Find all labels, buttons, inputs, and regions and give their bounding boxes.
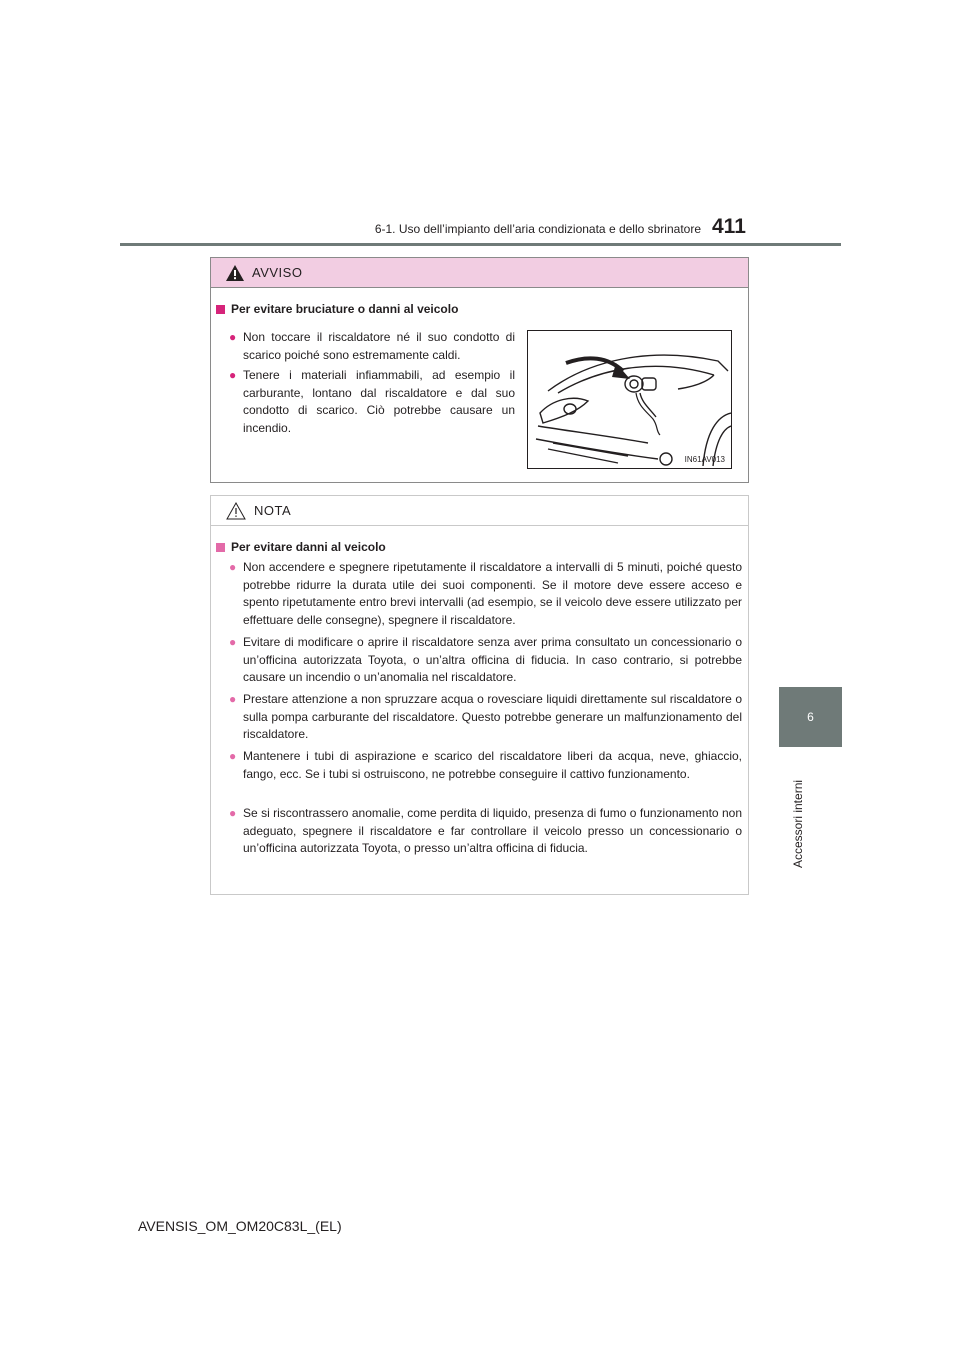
heater-illustration — [527, 330, 732, 469]
warning-header — [211, 258, 748, 288]
warning-triangle-icon — [226, 265, 244, 281]
bullet-dot-icon: ● — [229, 692, 237, 706]
bullet-dot-icon: ● — [229, 368, 237, 382]
section-title: 6-1. Uso dell’impianto dell’aria condizionata e dello sbrinatore — [374, 222, 701, 236]
note-bullet-text: Se si riscontrassero anomalie, come perdita di liquido, presenza di fumo o funzionamento non adeguato, spegnere il riscaldatore e far controllare il veicolo presso un concessionario o un’officina autorizzata Toyota, o presso un’altra officina di fiducia. — [243, 806, 742, 855]
caution-triangle-outline-icon — [226, 502, 246, 520]
warning-title: AVVISO — [252, 265, 303, 280]
note-subheading — [216, 540, 386, 554]
note-bullet-text: Evitare di modificare o aprire il riscaldatore senza aver prima consultato un concessionario o un’officina autorizzata Toyota, o un’altra officina di fiducia. In caso contrario, si potrebbe causare un incendio o un’anomalia nel riscaldatore. — [243, 635, 742, 684]
bullet-dot-icon: ● — [229, 749, 237, 763]
warning-subheading — [216, 302, 458, 316]
note-bullet-text: Prestare attenzione a non spruzzare acqua o rovesciare liquidi direttamente sul riscaldatore o sulla pompa carburante del riscaldatore. Questo potrebbe generare un malfunzionamento del riscaldatore. — [243, 692, 742, 741]
car-front-heater-illustration — [528, 331, 731, 468]
warning-bullet-text: Non toccare il riscaldatore né il suo condotto di scarico poiché sono estremamente caldi. — [243, 330, 515, 362]
bullet-dot-icon: ● — [229, 560, 237, 574]
note-subheading-text: Per evitare danni al veicolo — [231, 540, 386, 554]
warning-bullet-text: Tenere i materiali infiammabili, ad esempio il carburante, lontano dal riscaldatore e dal suo condotto di scarico. Ciò potrebbe causare un incendio. — [243, 368, 515, 435]
illustration-code: IN61AV013 — [684, 455, 725, 464]
document-code: AVENSIS_OM_OM20C83L_(EL) — [138, 1218, 342, 1234]
warning-bullet — [229, 367, 515, 437]
warning-bullet — [229, 329, 515, 364]
header-rule — [120, 243, 841, 246]
bullet-dot-icon: ● — [229, 330, 237, 344]
note-bullet — [229, 748, 742, 783]
note-box — [210, 495, 749, 895]
bullet-dot-icon: ● — [229, 635, 237, 649]
warning-box — [210, 257, 749, 483]
chapter-side-label: Accessori interni — [791, 779, 805, 868]
warning-subheading-text: Per evitare bruciature o danni al veicolo — [231, 302, 459, 316]
note-bullet-text: Non accendere e spegnere ripetutamente il riscaldatore a intervalli di 5 minuti, poiché questo potrebbe ridurre la durata utile dei suoi componenti. Se il motore deve essere acceso e spento ripetutamente entro brevi intervalli (ad esempio, se il veicolo deve essere utilizzato per effettuare delle consegne), spegnere il riscaldatore. — [243, 560, 742, 627]
note-header — [211, 496, 748, 526]
square-bullet-icon — [216, 305, 225, 314]
note-bullet-text: Mantenere i tubi di aspirazione e scarico del riscaldatore liberi da acqua, neve, ghiaccio, fango, ecc. Se i tubi si ostruiscono, ne potrebbe conseguire il cattivo funzionamento. — [243, 749, 742, 781]
note-bullet — [229, 805, 742, 858]
chapter-tab: 6 — [779, 687, 842, 747]
note-bullet — [229, 559, 742, 629]
bullet-dot-icon: ● — [229, 806, 237, 820]
note-bullet — [229, 691, 742, 744]
note-title: NOTA — [254, 503, 292, 518]
note-bullet — [229, 634, 742, 687]
page-number: 411 — [712, 215, 746, 238]
square-bullet-icon — [216, 543, 225, 552]
